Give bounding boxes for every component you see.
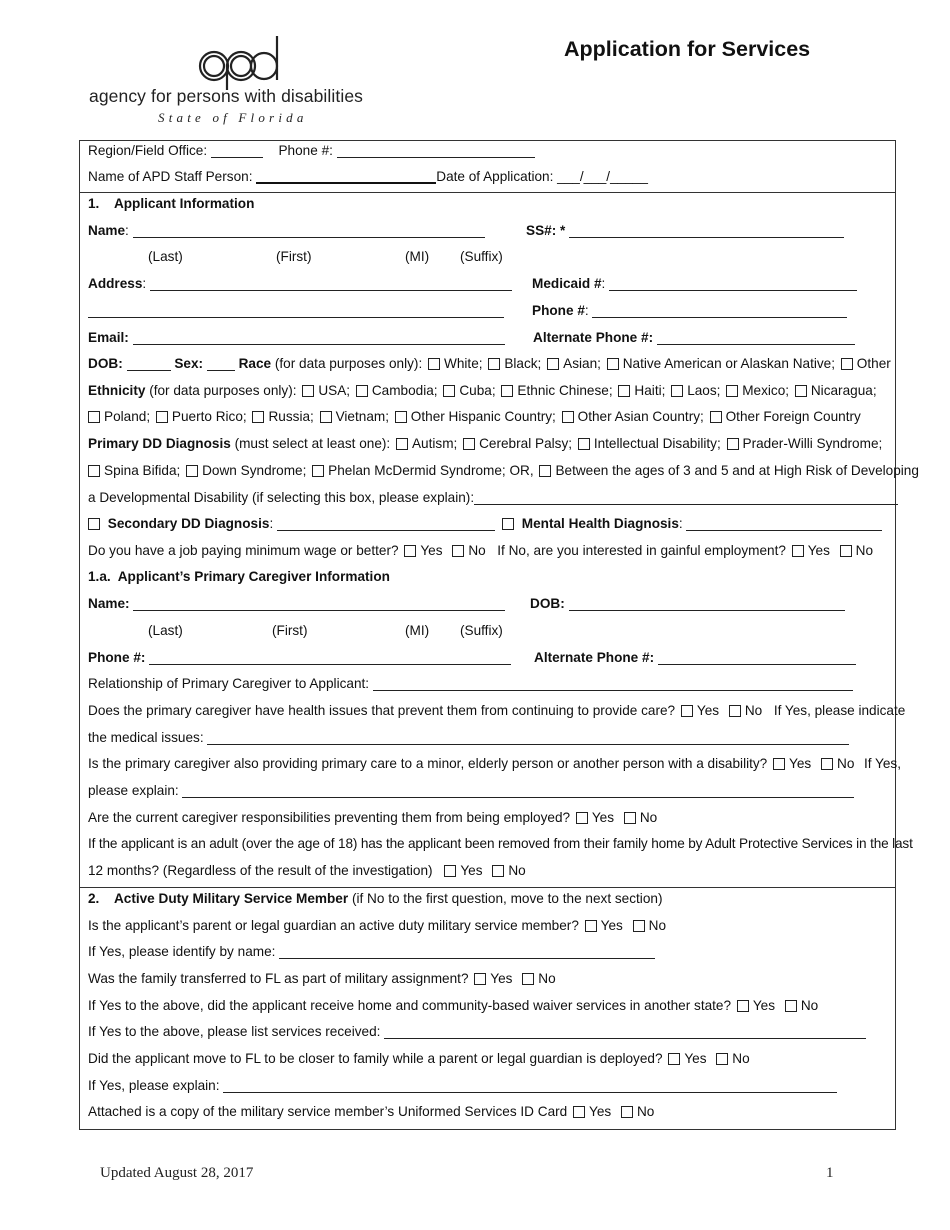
office-phone-label: Phone #: xyxy=(278,143,333,158)
other-care-explain-row xyxy=(88,780,854,802)
medical-field[interactable] xyxy=(207,730,849,745)
caregiver-name-part-first: (First) xyxy=(272,623,308,638)
caregiver-name-row xyxy=(88,593,505,615)
dd-prader-willi-checkbox[interactable] xyxy=(727,438,739,450)
staff-label: Name of APD Staff Person: xyxy=(88,169,253,184)
mental-health-row: Mental Health Diagnosis: xyxy=(502,513,882,535)
military-explain-label: If Yes, please explain: xyxy=(88,1078,220,1093)
ethnicity-vietnam-checkbox[interactable] xyxy=(320,411,332,423)
health-no-label: No xyxy=(744,703,763,718)
region-label: Region/Field Office: xyxy=(88,143,208,158)
identify-row xyxy=(88,941,655,963)
applicant-phone-field[interactable] xyxy=(592,303,847,318)
apd-logo xyxy=(90,30,390,130)
staff-field[interactable] xyxy=(256,168,436,184)
ethnicity-puerto-rico-checkbox[interactable] xyxy=(156,411,168,423)
military-q1-yes-label: Yes xyxy=(600,918,623,933)
name-part-last: (Last) xyxy=(148,249,183,264)
dd-down-syndrome-checkbox[interactable] xyxy=(186,465,198,477)
job-no-checkbox[interactable] xyxy=(452,545,464,557)
email-row xyxy=(88,327,505,349)
dd-autism-checkbox[interactable] xyxy=(396,438,408,450)
alt-phone-field[interactable] xyxy=(657,330,855,345)
dd-explain-label: a Developmental Disability (if selecting this box, please explain): xyxy=(88,490,475,505)
employment-yes-label: Yes xyxy=(807,543,830,558)
job-question: Do you have a job paying minimum wage or better? xyxy=(88,543,399,558)
logo-text xyxy=(90,30,91,31)
employment-no-checkbox[interactable] xyxy=(840,545,852,557)
ethnicity-other-asian-label: Other Asian Country; xyxy=(577,409,704,424)
other-care-no-label: No xyxy=(837,756,855,771)
applicant-heading: 1. Applicant Information xyxy=(88,196,255,211)
employed-no-label: No xyxy=(639,810,658,825)
other-care-explain-label: please explain: xyxy=(88,783,179,798)
job-yes-label: Yes xyxy=(420,543,443,558)
office-phone-field[interactable] xyxy=(337,143,535,158)
dob-label: DOB: xyxy=(88,356,123,371)
sex-label: Sex: xyxy=(174,356,204,371)
identify-field[interactable] xyxy=(279,944,655,959)
race-other-label: Other xyxy=(856,356,891,371)
ethnicity-cuba-label: Cuba; xyxy=(459,383,496,398)
aps-row-2 xyxy=(88,860,526,882)
ethnicity-russia-label: Russia; xyxy=(268,409,314,424)
name-part-suffix: (Suffix) xyxy=(460,249,503,264)
dob-race-row xyxy=(88,353,891,375)
relationship-row xyxy=(88,673,853,695)
services-field[interactable] xyxy=(384,1024,866,1039)
military-q2-no-checkbox[interactable] xyxy=(522,973,534,985)
address-field-2[interactable] xyxy=(88,303,504,318)
ethnicity-laos-label: Laos; xyxy=(687,383,721,398)
date-field[interactable]: ___/___/_____ xyxy=(557,169,648,184)
caregiver-phone-field[interactable] xyxy=(149,650,511,665)
ethnicity-poland-label: Poland; xyxy=(104,409,151,424)
military-q3-yes-label: Yes xyxy=(752,998,776,1013)
health-yes-label: Yes xyxy=(696,703,720,718)
dd-intellectual-checkbox[interactable] xyxy=(578,438,590,450)
race-white-label: White; xyxy=(444,356,483,371)
employed-row xyxy=(88,807,657,829)
address-line-2 xyxy=(88,300,504,322)
health-row xyxy=(88,700,905,722)
email-label: Email: xyxy=(88,330,129,345)
military-q5-row xyxy=(88,1101,654,1123)
name-part-first: (First) xyxy=(276,249,312,264)
aps-yes-checkbox[interactable] xyxy=(444,865,456,877)
caregiver-phone-label: Phone #: xyxy=(88,650,146,665)
caregiver-heading: 1.a. Applicant’s Primary Caregiver Information xyxy=(88,569,390,584)
ethnicity-nicaragua-label: Nicaragua; xyxy=(810,383,877,398)
military-q2-yes-label: Yes xyxy=(490,971,513,986)
military-q3-yes-checkbox[interactable] xyxy=(737,1000,749,1012)
caregiver-name-label: Name: xyxy=(88,596,130,611)
military-explain-field[interactable] xyxy=(223,1078,837,1093)
dd-note: (must select at least one): xyxy=(234,436,391,451)
caregiver-name-part-mi: (MI) xyxy=(405,623,430,638)
race-white-checkbox[interactable] xyxy=(428,358,440,370)
ethnicity-row-1 xyxy=(88,380,877,402)
mental-health-label: Mental Health Diagnosis xyxy=(521,516,679,531)
military-q1-row xyxy=(88,915,666,937)
military-q5-no-checkbox[interactable] xyxy=(621,1106,633,1118)
state-name: State of Florida xyxy=(158,110,308,125)
dd-cerebral-palsy-label: Cerebral Palsy; xyxy=(479,436,573,451)
race-black-checkbox[interactable] xyxy=(488,358,500,370)
secondary-dd-row: Secondary DD Diagnosis: xyxy=(88,513,495,535)
military-q1-no-checkbox[interactable] xyxy=(633,920,645,932)
caregiver-phone-row xyxy=(88,647,511,669)
dd-down-syndrome-label: Down Syndrome; xyxy=(202,463,307,478)
dd-intellectual-label: Intellectual Disability; xyxy=(593,436,721,451)
ethnicity-haiti-label: Haiti; xyxy=(634,383,666,398)
ethnicity-cuba-checkbox[interactable] xyxy=(443,385,455,397)
other-care-question: Is the primary caregiver also providing primary care to a minor, elderly person or another person with a disability? xyxy=(88,756,768,771)
ethnicity-nicaragua-checkbox[interactable] xyxy=(795,385,807,397)
dob-field[interactable] xyxy=(127,356,171,371)
caregiver-alt-phone-field[interactable] xyxy=(658,650,856,665)
dd-cerebral-palsy-checkbox[interactable] xyxy=(463,438,475,450)
caregiver-alt-phone-row xyxy=(534,647,856,669)
military-q2: Was the family transferred to FL as part of military assignment? xyxy=(88,971,469,986)
job-no-label: No xyxy=(468,543,486,558)
dd-phelan-label: Phelan McDermid Syndrome; OR, xyxy=(328,463,534,478)
office-row xyxy=(88,140,535,162)
employed-yes-checkbox[interactable] xyxy=(576,812,588,824)
health-yes-checkbox[interactable] xyxy=(681,705,693,717)
aps-question-1: If the applicant is an adult (over the age of 18) has the applicant been removed from their family home by Adult Protective Services in the last xyxy=(88,836,913,851)
aps-row-1 xyxy=(88,833,913,855)
dd-label: Primary DD Diagnosis xyxy=(88,436,231,451)
race-asian-checkbox[interactable] xyxy=(547,358,559,370)
ss-row xyxy=(526,220,844,242)
address-field[interactable] xyxy=(150,276,512,291)
identify-label: If Yes, please identify by name: xyxy=(88,944,276,959)
military-q5: Attached is a copy of the military service member’s Uniformed Services ID Card xyxy=(88,1104,568,1119)
ethnicity-other-foreign-checkbox[interactable] xyxy=(710,411,722,423)
race-black-label: Black; xyxy=(504,356,542,371)
military-q4-no-label: No xyxy=(732,1051,750,1066)
race-native-checkbox[interactable] xyxy=(607,358,619,370)
employment-question: If No, are you interested in gainful employment? xyxy=(497,543,786,558)
page-title: Application for Services xyxy=(564,37,811,61)
employed-no-checkbox[interactable] xyxy=(624,812,636,824)
sex-field[interactable] xyxy=(207,356,235,371)
other-care-explain-field[interactable] xyxy=(182,783,854,798)
military-q2-row xyxy=(88,968,556,990)
address-row: Address: xyxy=(88,273,512,295)
applicant-phone-row: Phone #: xyxy=(532,300,847,322)
services-row xyxy=(88,1021,866,1043)
date-label: Date of Application: xyxy=(436,169,554,184)
health-no-checkbox[interactable] xyxy=(729,705,741,717)
ethnicity-mexico-checkbox[interactable] xyxy=(726,385,738,397)
health-question: Does the primary caregiver have health issues that prevent them from continuing to provide care? xyxy=(88,703,676,718)
military-q3-no-checkbox[interactable] xyxy=(785,1000,797,1012)
job-row xyxy=(88,540,873,562)
military-q3-no-label: No xyxy=(800,998,819,1013)
ss-field[interactable] xyxy=(569,223,844,238)
military-q5-yes-checkbox[interactable] xyxy=(573,1106,585,1118)
military-q3-row xyxy=(88,995,818,1017)
email-field[interactable] xyxy=(133,330,505,345)
apd-logo-mark-icon xyxy=(194,34,284,90)
race-asian-label: Asian; xyxy=(563,356,601,371)
ss-label: SS#: * xyxy=(526,223,566,238)
aps-no-label: No xyxy=(508,863,526,878)
ethnicity-cambodia-checkbox[interactable] xyxy=(356,385,368,397)
medical-label: the medical issues: xyxy=(88,730,204,745)
military-q1-yes-checkbox[interactable] xyxy=(585,920,597,932)
applicant-phone-label: Phone # xyxy=(532,303,585,318)
ethnicity-puerto-rico-label: Puerto Rico; xyxy=(171,409,247,424)
military-heading: 2. Active Duty Military Service Member xyxy=(88,891,349,906)
military-q4-no-checkbox[interactable] xyxy=(716,1053,728,1065)
aps-yes-label: Yes xyxy=(460,863,483,878)
ethnicity-row-2 xyxy=(88,406,861,428)
caregiver-name-field[interactable] xyxy=(133,596,505,611)
secondary-dd-checkbox[interactable] xyxy=(88,518,100,530)
employment-no-label: No xyxy=(855,543,874,558)
military-q4-yes-label: Yes xyxy=(684,1051,707,1066)
dd-spina-bifida-checkbox[interactable] xyxy=(88,465,100,477)
race-other-checkbox[interactable] xyxy=(841,358,853,370)
dd-explain-row xyxy=(88,487,898,509)
ethnicity-chinese-checkbox[interactable] xyxy=(501,385,513,397)
medicaid-row: Medicaid #: xyxy=(532,273,857,295)
military-q4-row xyxy=(88,1048,750,1070)
medicaid-field[interactable] xyxy=(609,276,857,291)
applicant-name-label: Name xyxy=(88,223,126,238)
other-care-row xyxy=(88,753,901,775)
aps-question-2: 12 months? (Regardless of the result of the investigation) xyxy=(88,863,433,878)
agency-name: agency for persons with disabilities xyxy=(89,86,364,106)
caregiver-name-part-suffix: (Suffix) xyxy=(460,623,503,638)
ethnicity-note: (for data purposes only): xyxy=(149,383,297,398)
race-native-label: Native American or Alaskan Native; xyxy=(622,356,835,371)
page-number: 1 xyxy=(826,1165,834,1181)
military-q1: Is the applicant’s parent or legal guardian an active duty military service member? xyxy=(88,918,579,933)
region-field[interactable] xyxy=(211,143,263,158)
alt-phone-label: Alternate Phone #: xyxy=(533,330,654,345)
secondary-dd-label: Secondary DD Diagnosis xyxy=(107,516,270,531)
medical-row xyxy=(88,727,849,749)
relationship-label: Relationship of Primary Caregiver to Applicant: xyxy=(88,676,370,691)
updated-date: Updated August 28, 2017 xyxy=(100,1165,254,1181)
caregiver-dob-field[interactable] xyxy=(569,596,845,611)
ethnicity-russia-checkbox[interactable] xyxy=(252,411,264,423)
applicant-name-row: Name: xyxy=(88,220,485,242)
military-heading-note: (if No to the first question, move to the next section) xyxy=(351,891,663,906)
aps-no-checkbox[interactable] xyxy=(492,865,504,877)
job-yes-checkbox[interactable] xyxy=(404,545,416,557)
military-q5-yes-label: Yes xyxy=(589,1104,612,1119)
medicaid-label: Medicaid # xyxy=(532,276,602,291)
race-note: (for data purposes only): xyxy=(274,356,423,371)
military-q1-no-label: No xyxy=(648,918,667,933)
other-care-followup: If Yes, xyxy=(863,756,901,771)
dd-row-1 xyxy=(88,433,882,455)
ethnicity-other-hispanic-label: Other Hispanic Country; xyxy=(410,409,556,424)
other-care-no-checkbox[interactable] xyxy=(821,758,833,770)
ethnicity-other-hispanic-checkbox[interactable] xyxy=(395,411,407,423)
dd-row-2 xyxy=(88,460,919,482)
ethnicity-haiti-checkbox[interactable] xyxy=(618,385,630,397)
caregiver-dob-row xyxy=(530,593,845,615)
employment-yes-checkbox[interactable] xyxy=(792,545,804,557)
military-heading-row xyxy=(88,888,662,910)
other-care-yes-checkbox[interactable] xyxy=(773,758,785,770)
caregiver-dob-label: DOB: xyxy=(530,596,565,611)
relationship-field[interactable] xyxy=(373,676,853,691)
health-followup: If Yes, please indicate xyxy=(773,703,906,718)
military-q2-no-label: No xyxy=(538,971,556,986)
ethnicity-cambodia-label: Cambodia; xyxy=(371,383,438,398)
military-q4: Did the applicant move to FL to be closer to family while a parent or legal guardian is deployed? xyxy=(88,1051,663,1066)
dd-spina-bifida-label: Spina Bifida; xyxy=(104,463,181,478)
mental-health-field[interactable] xyxy=(686,516,882,531)
dd-high-risk-checkbox[interactable] xyxy=(539,465,551,477)
ethnicity-poland-checkbox[interactable] xyxy=(88,411,100,423)
ethnicity-label: Ethnicity xyxy=(88,383,146,398)
ethnicity-other-foreign-label: Other Foreign Country xyxy=(725,409,861,424)
race-label: Race xyxy=(238,356,272,371)
military-q5-no-label: No xyxy=(636,1104,655,1119)
mental-health-checkbox[interactable] xyxy=(502,518,514,530)
military-q2-yes-checkbox[interactable] xyxy=(474,973,486,985)
military-q3: If Yes to the above, did the applicant receive home and community-based waiver services in another state? xyxy=(88,998,732,1013)
address-label: Address xyxy=(88,276,143,291)
employed-yes-label: Yes xyxy=(591,810,615,825)
caregiver-name-part-last: (Last) xyxy=(148,623,183,638)
ethnicity-vietnam-label: Vietnam; xyxy=(335,409,389,424)
alt-phone-row xyxy=(533,327,855,349)
caregiver-alt-phone-label: Alternate Phone #: xyxy=(534,650,655,665)
dd-autism-label: Autism; xyxy=(411,436,458,451)
dd-explain-field[interactable] xyxy=(474,490,898,505)
ethnicity-mexico-label: Mexico; xyxy=(742,383,790,398)
services-label: If Yes to the above, please list services received: xyxy=(88,1024,381,1039)
name-part-mi: (MI) xyxy=(405,249,430,264)
ethnicity-other-asian-checkbox[interactable] xyxy=(562,411,574,423)
ethnicity-chinese-label: Ethnic Chinese; xyxy=(517,383,613,398)
ethnicity-usa-checkbox[interactable] xyxy=(302,385,314,397)
dd-phelan-checkbox[interactable] xyxy=(312,465,324,477)
applicant-name-field[interactable] xyxy=(133,223,485,238)
military-q4-yes-checkbox[interactable] xyxy=(668,1053,680,1065)
ethnicity-laos-checkbox[interactable] xyxy=(671,385,683,397)
dd-prader-willi-label: Prader-Willi Syndrome; xyxy=(742,436,883,451)
staff-row xyxy=(88,166,648,188)
military-explain-row xyxy=(88,1075,837,1097)
employed-question: Are the current caregiver responsibilities preventing them from being employed? xyxy=(88,810,571,825)
other-care-yes-label: Yes xyxy=(789,756,812,771)
ethnicity-usa-label: USA; xyxy=(318,383,351,398)
secondary-dd-field[interactable] xyxy=(277,516,495,531)
dd-high-risk-label: Between the ages of 3 and 5 and at High Risk of Developing xyxy=(555,463,919,478)
